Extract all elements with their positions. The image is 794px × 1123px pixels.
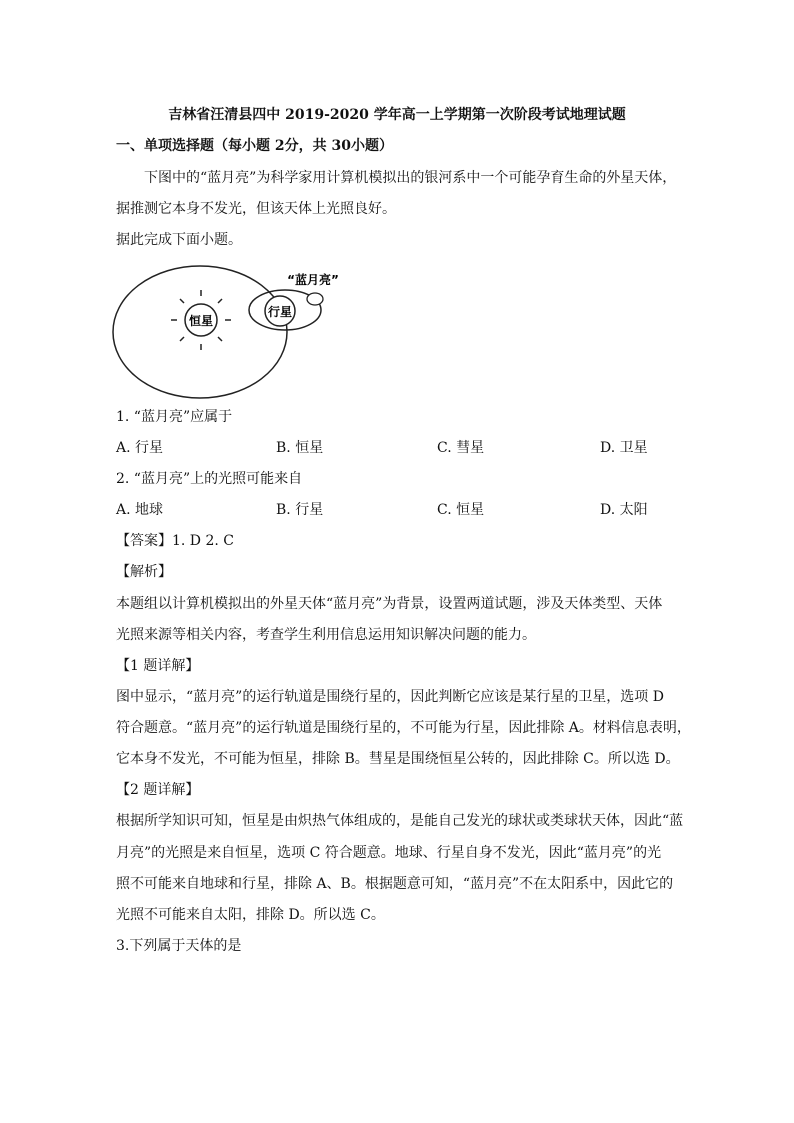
- option-b: B. 恒星: [276, 440, 324, 456]
- moon-icon: [307, 293, 323, 305]
- detail-heading: 【2 题详解】: [116, 782, 200, 798]
- section-heading: 一、单项选择题（每小题 2分，共 30小题）: [116, 138, 393, 154]
- question-stem: 3.下列属于天体的是: [116, 938, 242, 954]
- detail-text: 图中显示，“蓝月亮”的运行轨道是围绕行星的，因此判断它应该是某行星的卫星，选项 D: [116, 689, 664, 705]
- page-title: 吉林省汪清县四中 2019-2020 学年高一上学期第一次阶段考试地理试题: [168, 107, 626, 123]
- detail-text: 照不可能来自地球和行星，排除 A、B。根据题意可知，“蓝月亮”不在太阳系中，因此它的: [116, 876, 674, 892]
- option-d: D. 卫星: [600, 440, 648, 456]
- answer-line: 【答案】1. D 2. C: [116, 533, 235, 549]
- detail-heading: 【1 题详解】: [116, 658, 200, 674]
- planet-label: 行星: [267, 305, 293, 319]
- option-b: B. 行星: [276, 502, 324, 518]
- question-stem: 1. “蓝月亮”应属于: [116, 409, 233, 425]
- moon-label: “蓝月亮”: [287, 273, 339, 287]
- detail-text: 根据所学知识可知，恒星是由炽热气体组成的，是能自己发光的球状或类球状天体，因此“蓝: [116, 813, 684, 829]
- option-a: A. 地球: [116, 502, 164, 518]
- option-c: C. 恒星: [437, 502, 485, 518]
- intro-text: 下图中的“蓝月亮”为科学家用计算机模拟出的银河系中一个可能孕育生命的外星天体，: [144, 170, 677, 186]
- analysis-text: 光照来源等相关内容，考查学生利用信息运用知识解决问题的能力。: [116, 627, 536, 643]
- option-d: D. 太阳: [600, 502, 648, 518]
- intro-text: 据推测它本身不发光，但该天体上光照良好。: [116, 201, 396, 217]
- question-stem: 2. “蓝月亮”上的光照可能来自: [116, 471, 303, 487]
- analysis-text: 本题组以计算机模拟出的外星天体“蓝月亮”为背景，设置两道试题，涉及天体类型、天体: [116, 596, 663, 612]
- detail-text: 月亮”的光照是来自恒星，选项 C 符合题意。地球、行星自身不发光，因此“蓝月亮”的光: [116, 845, 662, 861]
- detail-text: 光照不可能来自太阳，排除 D。所以选 C。: [116, 907, 385, 923]
- analysis-heading: 【解析】: [116, 564, 172, 580]
- intro-text: 据此完成下面小题。: [116, 232, 242, 248]
- orbit-diagram: [108, 262, 348, 412]
- detail-text: 它本身不发光，不可能为恒星，排除 B。彗星是围绕恒星公转的，因此排除 C。所以选 D。: [116, 751, 680, 767]
- star-label: 恒星: [188, 314, 214, 328]
- option-c: C. 彗星: [437, 440, 485, 456]
- option-a: A. 行星: [116, 440, 164, 456]
- detail-text: 符合题意。“蓝月亮”的运行轨道是围绕行星的，不可能为行星，因此排除 A。材料信息表明，: [116, 720, 691, 736]
